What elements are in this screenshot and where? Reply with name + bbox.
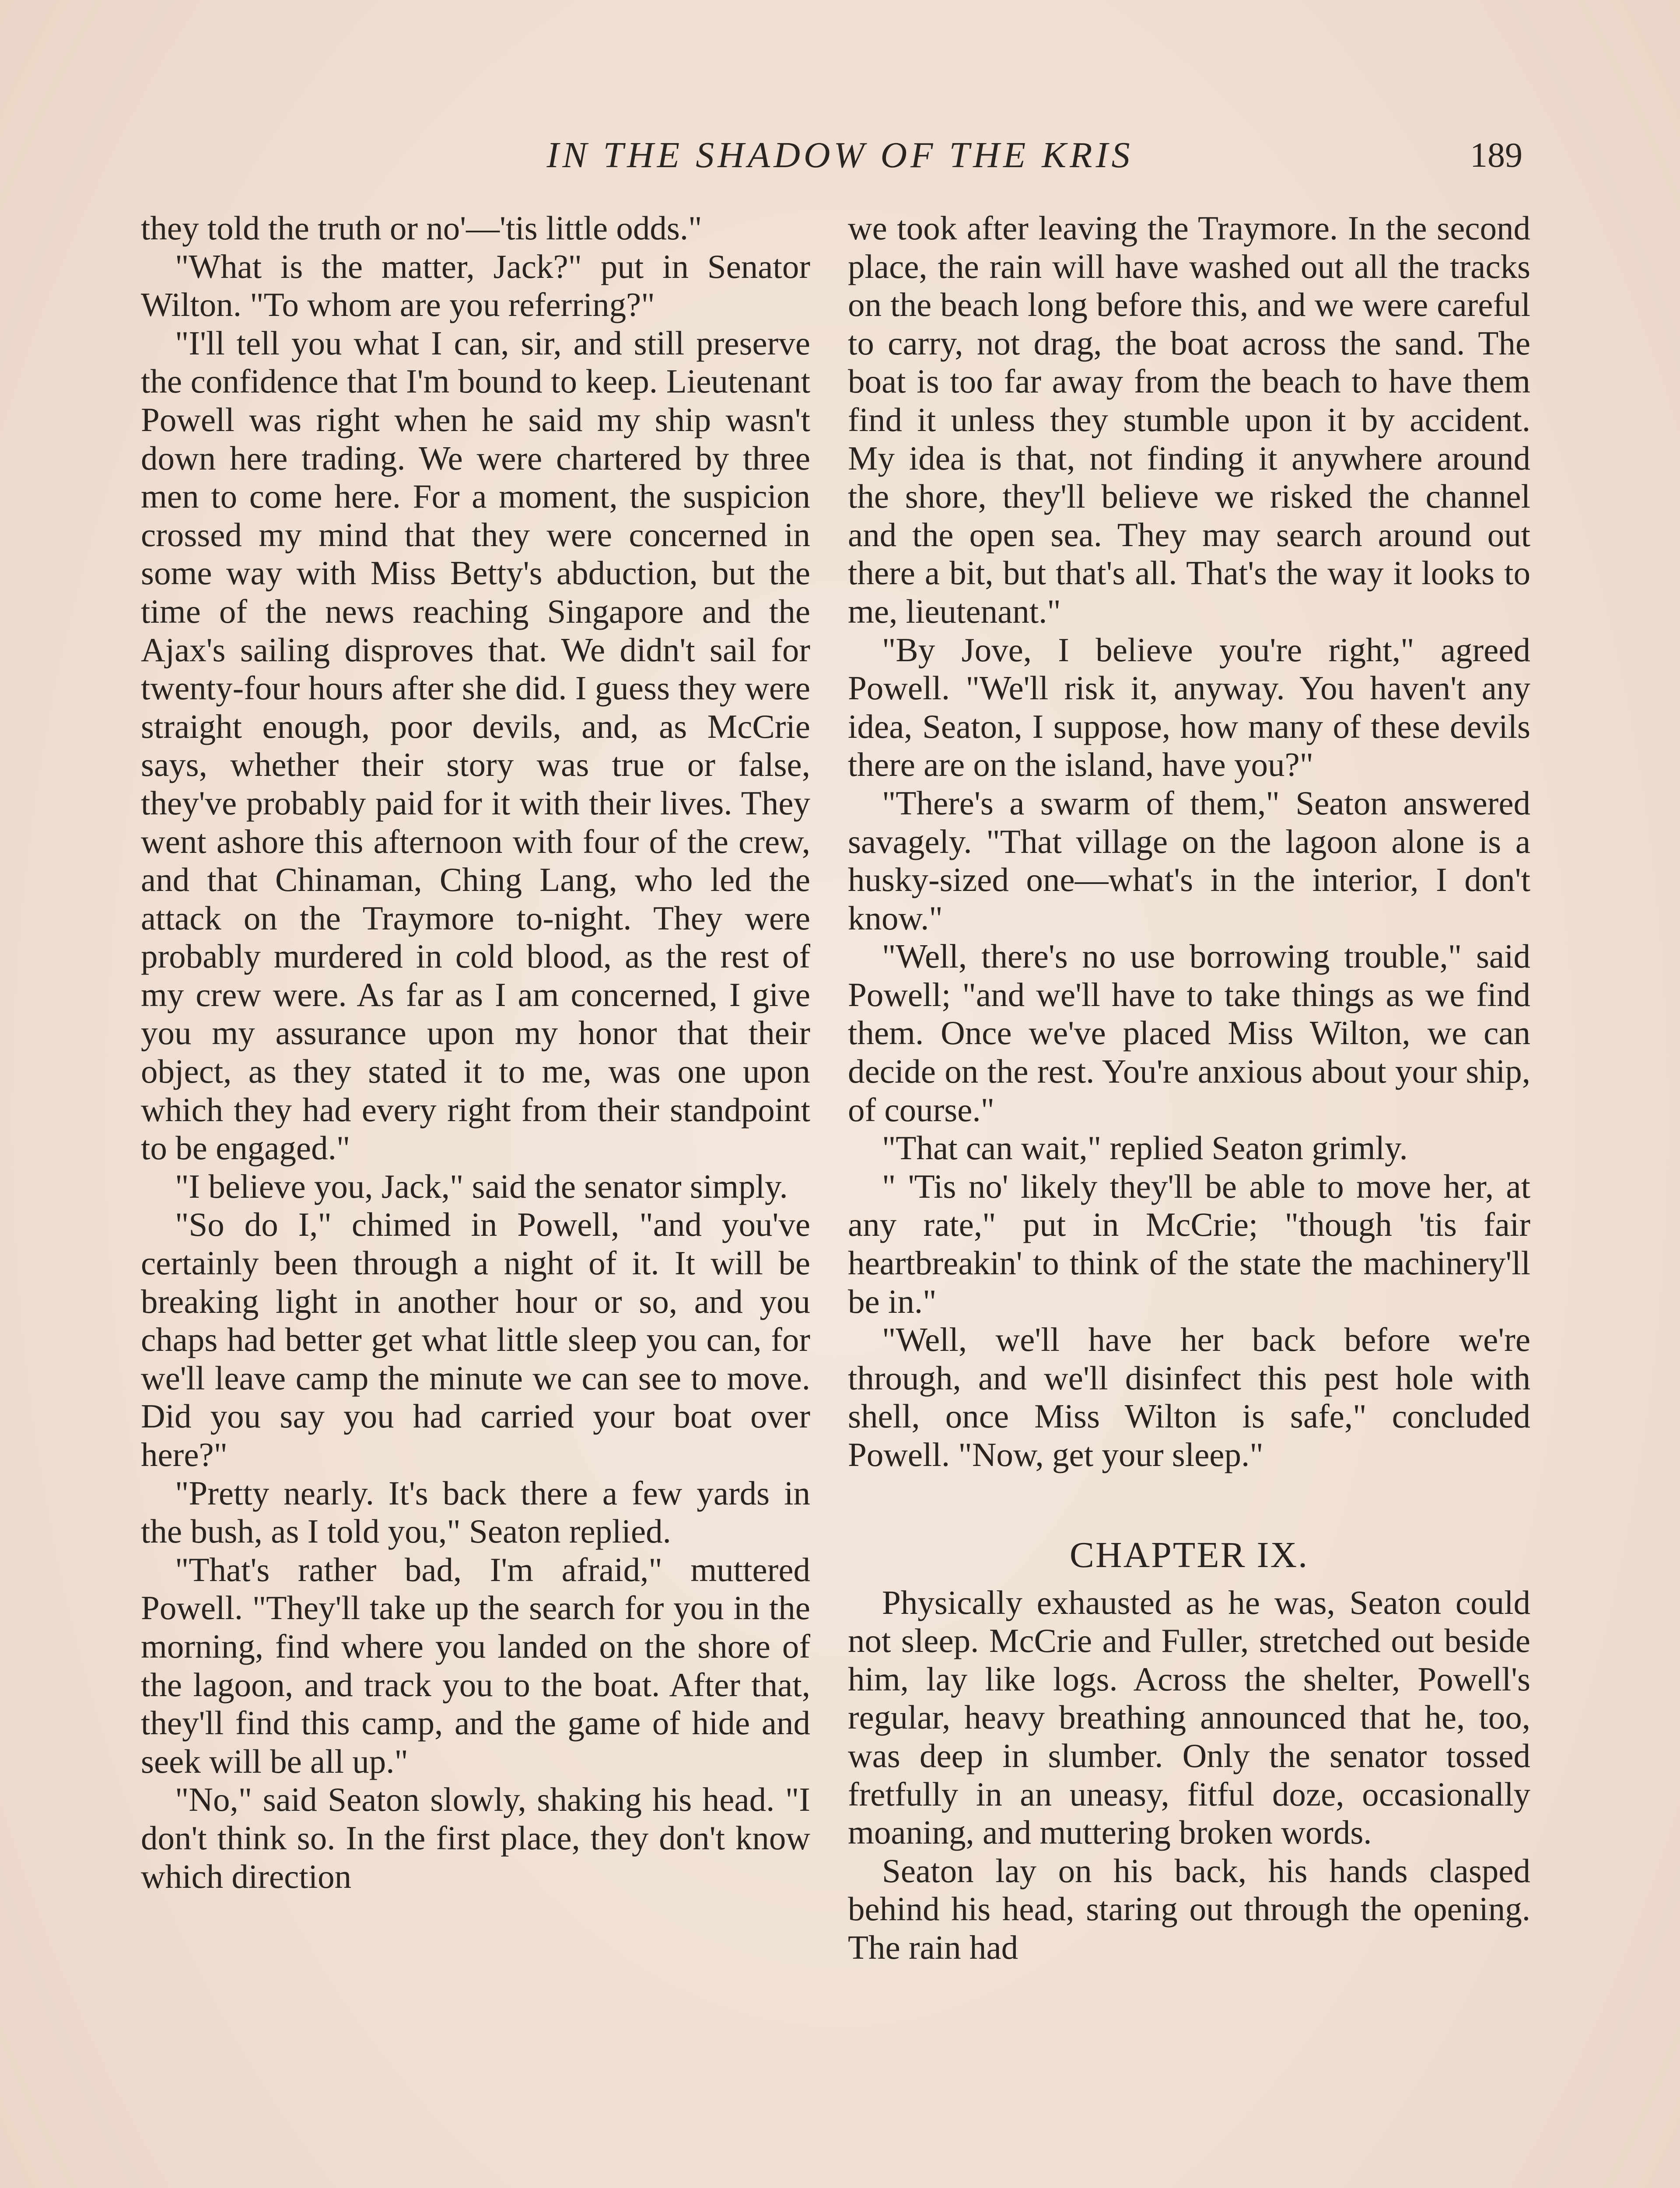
paragraph: "I'll tell you what I can, sir, and still preserve the confidence that I'm bound to keep. Lieutenant Powell was right when he said my ship wasn't down here trading. We were chartered by three men to come here. For a moment, the suspicion crossed my mind that they were concerned in some way with Miss Betty's abduction, but the time of the news reaching Singapore and the Ajax's sailing disproves that. We didn't sail for twenty-four hours after she did. I guess they were straight enough, poor devils, and, as McCrie says, whether their story was true or false, they've probably paid for it with their lives. They went ashore this afternoon with four of the crew, and that Chinaman, Ching Lang, who led the attack on the Traymore to-night. They were probably murdered in cold blood, as the rest of my crew were. As far as I am concerned, I give you my assurance upon my honor that their object, as they stated it to me, was one upon which they had every right from their standpoint to be engaged." (141, 324, 810, 1167)
paragraph: "That can wait," replied Seaton grimly. (882, 1129, 1408, 1167)
chapter-heading: CHAPTER IX. (1069, 1534, 1309, 1575)
paragraph: we took after leaving the Traymore. In the second place, the rain will have washed out all the tracks on the beach long before this, and we were careful to carry, not drag, the boat across the sand. The boat is too far away from the beach to have them find it unless they stumble upon it by accident. My idea is that, not finding it anywhere around the shore, they'll believe we risked the channel and the open sea. They may search around out there a bit, but that's all. That's the way it looks to me, lieutenant." (848, 209, 1530, 630)
paragraph: "By Jove, I believe you're right," agreed Powell. "We'll risk it, anyway. You haven't any idea, Seaton, I suppose, how many of these devils there are on the island, have you?" (848, 631, 1530, 784)
running-head: IN THE SHADOW OF THE KRIS (546, 135, 1134, 175)
paragraph: "I believe you, Jack," said the senator simply. (175, 1167, 788, 1205)
paragraph: "Pretty nearly. It's back there a few yards in the bush, as I told you," Seaton replied. (141, 1474, 810, 1550)
left-column (141, 209, 810, 2188)
paragraph: " 'Tis no' likely they'll be able to move her, at any rate," put in McCrie; "though 'tis fair heartbreakin' to think of the state the machinery'll be in." (848, 1167, 1530, 1320)
paragraph: "No," said Seaton slowly, shaking his head. "I don't think so. In the first place, they don't know which direction (141, 1781, 810, 1895)
paragraph: "So do I," chimed in Powell, "and you've certainly been through a night of it. It will be breaking light in another hour or so, and you chaps had better get what little sleep you can, for we'll leave camp the minute we can see to move. Did you say you had carried your boat over here?" (141, 1206, 810, 1473)
paragraph: "Well, we'll have her back before we're through, and we'll disinfect this pest hole with shell, once Miss Wilton is safe," concluded Powell. "Now, get your sleep." (848, 1321, 1530, 1473)
page-header (0, 127, 1680, 188)
paragraph: Physically exhausted as he was, Seaton could not sleep. McCrie and Fuller, stretched out beside him, lay like logs. Across the shelter, Powell's regular, heavy breathing announced that he, too, was deep in slumber. Only the senator tossed fretfully in an uneasy, fitful doze, occasionally moaning, and muttering broken words. (848, 1583, 1530, 1851)
paragraph: "There's a swarm of them," Seaton answered savagely. "That village on the lagoon alone is a husky-sized one—what's in the interior, I don't know." (848, 784, 1530, 937)
paragraph: they told the truth or no'—'tis little odds." (141, 209, 702, 247)
paragraph: Seaton lay on his back, his hands clasped behind his head, staring out through the opening. The rain had (848, 1851, 1530, 1966)
paragraph: "What is the matter, Jack?" put in Senator Wilton. "To whom are you referring?" (141, 247, 810, 324)
paragraph: "Well, there's no use borrowing trouble," said Powell; "and we'll have to take things as we find them. Once we've placed Miss Wilton, we can decide on the rest. You're anxious about your ship, of course." (848, 937, 1530, 1129)
right-column (848, 209, 1530, 2188)
page-number: 189 (1470, 136, 1522, 175)
paragraph: "That's rather bad, I'm afraid," muttered Powell. "They'll take up the search for you in the morning, find where you landed on the shore of the lagoon, and track you to the boat. After that, they'll find this camp, and the game of hide and seek will be all up." (141, 1550, 810, 1780)
